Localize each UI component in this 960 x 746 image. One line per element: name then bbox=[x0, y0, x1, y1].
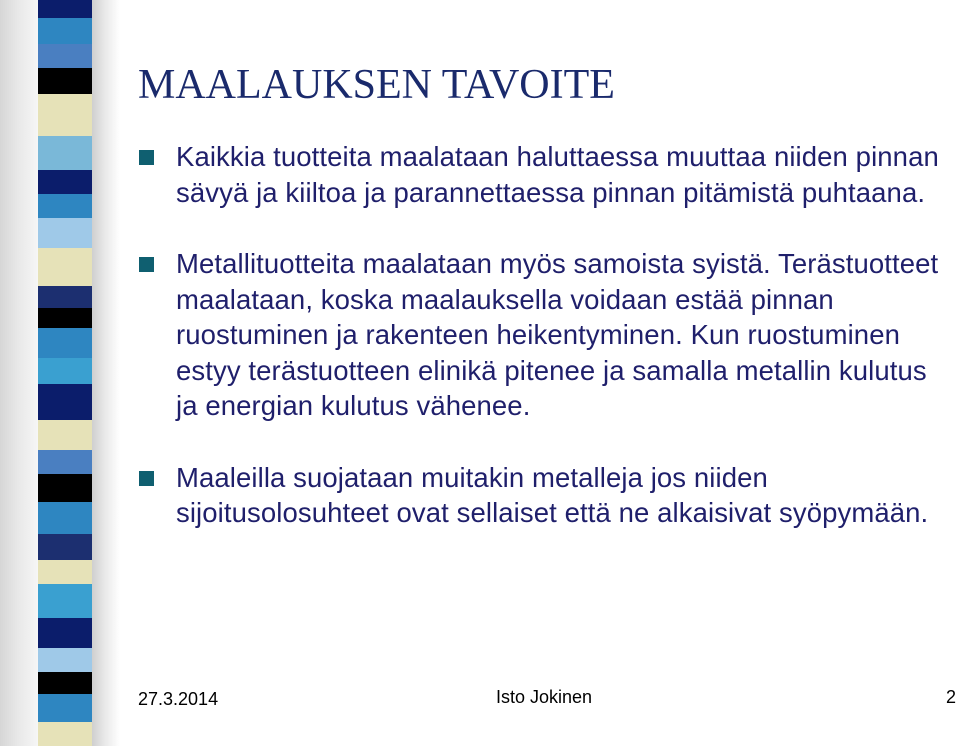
stripe-block bbox=[38, 308, 92, 328]
stripe-block bbox=[38, 170, 92, 194]
stripe-block bbox=[38, 534, 92, 560]
footer-author: Isto Jokinen bbox=[496, 687, 593, 707]
bullet-text: Metallituotteita maalataan myös samoista syistä. Terästuotteet maalataan, koska maalauksella voidaan estää pinnan ruostuminen ja rakenteen heikentyminen. Kun ruostuminen estyy terästuotteen elinikä pitenee ja samalla metallin kulutus ja energian kulutus vähenee. bbox=[176, 248, 939, 421]
stripe-block bbox=[38, 618, 92, 648]
stripe-block bbox=[38, 194, 92, 218]
stripe-block bbox=[38, 672, 92, 694]
stripe-block bbox=[38, 560, 92, 584]
stripe-block bbox=[38, 136, 92, 170]
stripe-block bbox=[38, 94, 92, 136]
stripe-block bbox=[38, 68, 92, 94]
stripe-block bbox=[38, 584, 92, 618]
stripe-block bbox=[38, 0, 92, 18]
stripe-band bbox=[38, 0, 92, 746]
stripe-block bbox=[38, 358, 92, 384]
decorative-mosaic-stripe bbox=[0, 0, 120, 746]
bullet-text: Kaikkia tuotteita maalataan haluttaessa muuttaa niiden pinnan sävyä ja kiiltoa ja parannettaessa pinnan pitämistä puhtaana. bbox=[176, 141, 939, 208]
square-bullet-icon bbox=[139, 150, 154, 165]
square-bullet-icon bbox=[139, 257, 154, 272]
stripe-block bbox=[38, 44, 92, 68]
page-number: 2 bbox=[945, 687, 956, 707]
stripe-block bbox=[38, 502, 92, 534]
square-bullet-icon bbox=[139, 471, 154, 486]
bullet-item bbox=[138, 246, 953, 424]
bullet-text: Maaleilla suojataan muitakin metalleja jos niiden sijoitusolosuhteet ovat sellaiset että ne alkaisivat syöpymään. bbox=[176, 461, 929, 528]
stripe-edge-gradient bbox=[92, 0, 120, 746]
stripe-block bbox=[38, 328, 92, 358]
stripe-block bbox=[38, 286, 92, 308]
stripe-block bbox=[38, 474, 92, 502]
stripe-block bbox=[38, 18, 92, 44]
slide-title: MAALAUKSEN TAVOITE bbox=[138, 62, 615, 108]
bullet-list bbox=[138, 139, 953, 531]
footer-date: 27.3.2014 bbox=[138, 689, 219, 709]
stripe-block bbox=[38, 420, 92, 450]
stripe-block bbox=[38, 218, 92, 248]
stripe-block bbox=[38, 248, 92, 286]
stripe-block bbox=[38, 450, 92, 474]
stripe-block bbox=[38, 694, 92, 722]
stripe-block bbox=[38, 722, 92, 746]
stripe-shadow bbox=[0, 0, 38, 746]
bullet-item bbox=[138, 460, 953, 531]
stripe-block bbox=[38, 384, 92, 420]
bullet-item bbox=[138, 139, 953, 210]
stripe-block bbox=[38, 648, 92, 672]
